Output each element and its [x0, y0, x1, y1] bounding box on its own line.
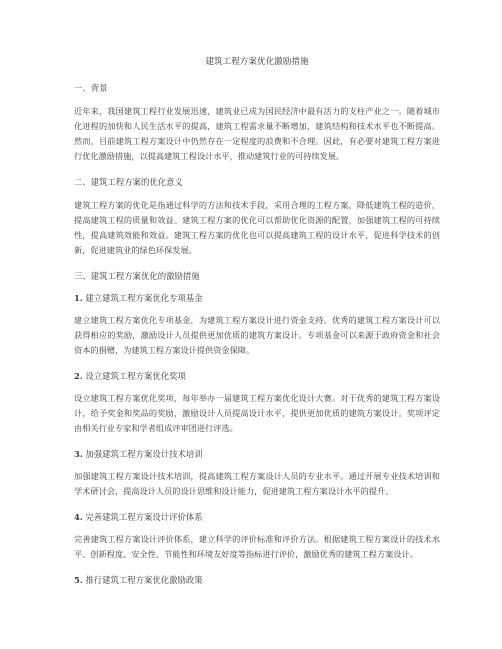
measure-paragraph: 设立建筑工程方案优化奖项，每年举办一届建筑工程方案优化设计大赛。对于优秀的建筑工程方案设计，给予奖金和奖品的奖励，激励设计人员提高设计水平，提供更加优质的建筑方案设计。奖项评定由相关行业专家和学者组成评审团进行评选。 [74, 393, 440, 433]
measure-heading [74, 511, 440, 523]
measure-number: 3. [74, 449, 83, 459]
measure-title: 完善建筑工程方案设计评价体系 [85, 512, 203, 522]
measure-heading [74, 574, 440, 586]
measure-paragraph: 完善建筑工程方案设计评价体系，建立科学的评价标准和评价方法。根据建筑工程方案设计的技术水平、创新程度、安全性、节能性和环境友好度等指标进行评价，激励优秀的建筑工程方案设计。 [74, 534, 440, 559]
measure-heading [74, 370, 440, 382]
measure-number: 1. [74, 293, 83, 303]
measure-title: 设立建筑工程方案优化奖项 [85, 371, 186, 381]
document-title: 建筑工程方案优化激励措施 [205, 57, 309, 67]
section-heading-measures: 三、建筑工程方案优化的激励措施 [74, 271, 200, 281]
measure-heading [74, 448, 440, 460]
measure-title: 建立建筑工程方案优化专项基金 [85, 293, 203, 303]
measure-heading [74, 292, 440, 304]
measure-number: 5. [74, 575, 83, 585]
section-paragraph-significance: 建筑工程方案的优化是指通过科学的方法和技术手段，采用合理的工程方案，降低建筑工程的造价，提高建筑工程的质量和效益。建筑工程方案的优化可以帮助优化资源的配置，加强建筑工程的可持续性，提高建筑效能和效益。建筑工程方案的优化也可以提高建筑工程的设计水平，促进科学技术的创新，促进建筑业的绿色环保发展。 [74, 200, 440, 255]
measure-paragraph: 加强建筑工程方案设计技术培训，提高建筑工程方案设计人员的专业水平。通过开展专业技术培训和学术研讨会，提高设计人员的设计思维和设计能力，促进建筑工程方案设计水平的提升。 [74, 471, 440, 496]
measure-title: 加强建筑工程方案设计技术培训 [85, 449, 203, 459]
measure-number: 2. [74, 371, 83, 381]
section-paragraph-background: 近年来，我国建筑工程行业发展迅速，建筑业已成为国民经济中最有活力的支柱产业之一。随着城市化进程的加快和人民生活水平的提高，建筑工程需求量不断增加，建筑结构和技术水平也不断提高。然而，目前建筑工程方案设计中仍然存在一定程度的浪费和不合理。因此，有必要对建筑工程方案进行优化激励措施，以提高建筑工程设计水平，推动建筑行业的可持续发展。 [74, 106, 440, 161]
measure-number: 4. [74, 512, 83, 522]
section-heading-significance: 二、建筑工程方案的优化意义 [74, 177, 183, 187]
measure-title: 推行建筑工程方案优化激励政策 [85, 575, 203, 585]
section-heading-background: 一、背景 [74, 83, 108, 93]
measure-paragraph: 建立建筑工程方案优化专项基金，为建筑工程方案设计进行资金支持。优秀的建筑工程方案设计可以获得相应的奖励，激励设计人员提供更加优质的建筑方案设计。专项基金可以来源于政府资金和社会资本的捐赠，为建筑工程方案设计提供资金保障。 [74, 315, 440, 355]
